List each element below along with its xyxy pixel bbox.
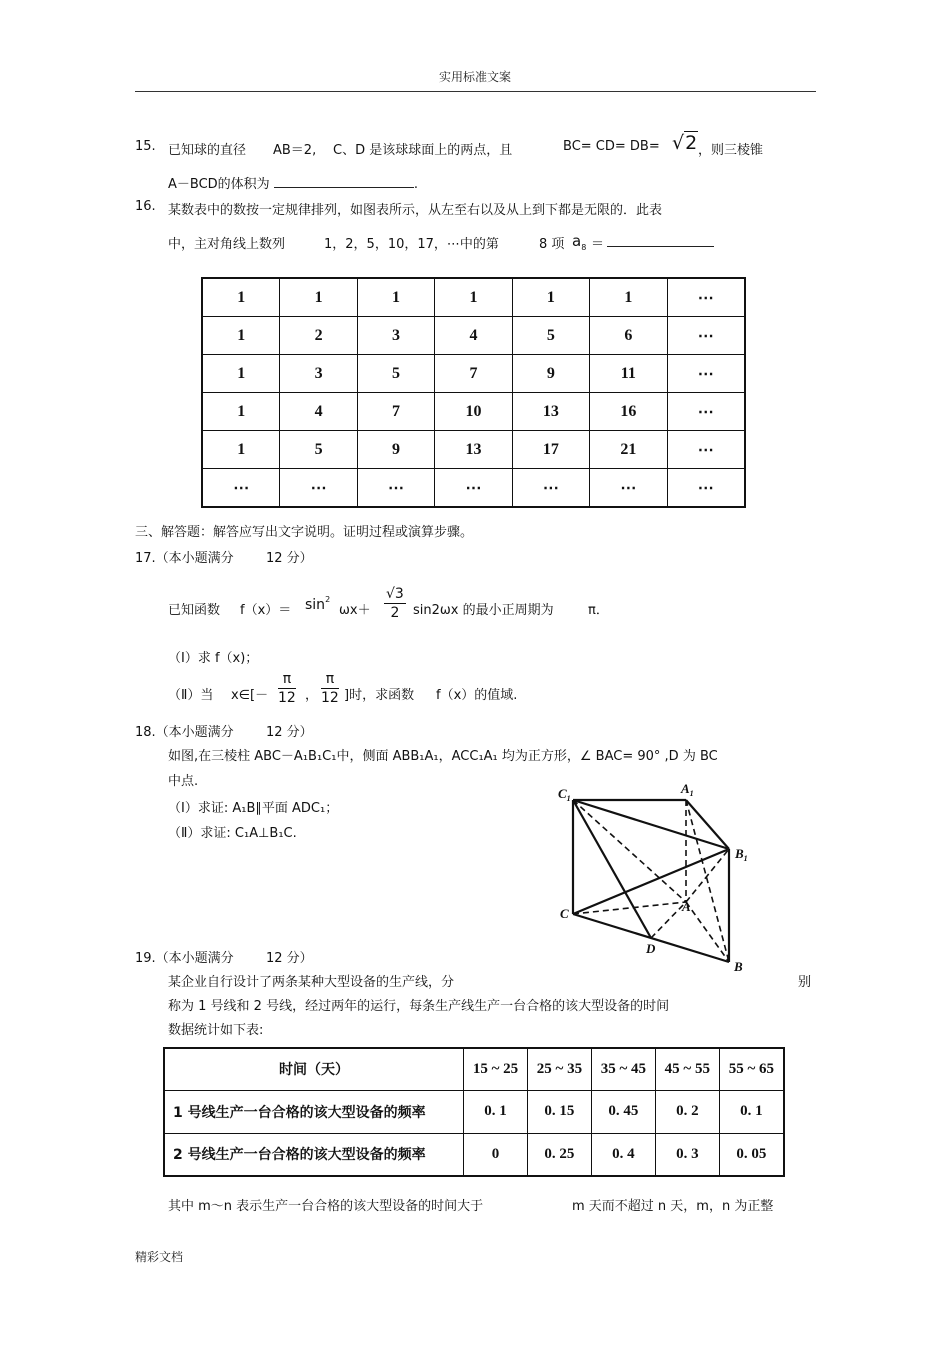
section-title: 三、解答题：解答应写出文字说明。证明过程或演算步骤。 <box>135 525 474 540</box>
number-table-cell: 1 <box>590 278 667 317</box>
label-c: C <box>560 906 569 921</box>
q17-part2-b: x∈[－ <box>231 688 269 703</box>
q16-equals: ＝ <box>591 237 605 252</box>
freq-table-cell: 0. 2 <box>655 1090 719 1133</box>
freq-table-row-label: 2 号线生产一台合格的该大型设备的频率 <box>164 1133 464 1176</box>
freq-table-cell: 0. 45 <box>591 1090 655 1133</box>
q16-line2-a: 中，主对角线上数列 <box>168 237 286 252</box>
q15-sqrt-value: 2 <box>685 132 698 154</box>
number-table-cell: 6 <box>590 317 667 355</box>
number-table-row <box>202 317 745 355</box>
q17-score: 12 分） <box>266 551 313 566</box>
freq-table-header-cell: 45 ~ 55 <box>655 1048 719 1090</box>
q17-part2-c: ， <box>305 688 319 703</box>
number-table-cell: 1 <box>435 278 512 317</box>
number-table-cell: ⋯ <box>357 469 434 508</box>
q17-exp2: 2 <box>325 595 331 604</box>
freq-table-cell: 0. 3 <box>655 1133 719 1176</box>
q19-line1-a: 某企业自行设计了两条某种大型设备的生产线，分 <box>168 975 455 990</box>
number-table-cell: 1 <box>202 317 280 355</box>
q17-sin: sin <box>305 597 326 613</box>
number-table-cell: 1 <box>202 278 280 317</box>
q15-text-b: AB＝2, <box>273 143 317 158</box>
freq-table-row <box>164 1133 784 1176</box>
freq-table-cell: 0. 15 <box>527 1090 591 1133</box>
q17-head: 17.（本小题满分 <box>135 551 234 566</box>
q15-number: 15. <box>135 139 156 154</box>
number-table-cell: 1 <box>280 278 357 317</box>
number-table-cell: ⋯ <box>667 355 745 393</box>
freq-table-header-cell: 25 ~ 35 <box>527 1048 591 1090</box>
q16-line2-b: 1，2，5，10，17，⋯中的第 <box>324 237 499 252</box>
number-table-cell: 5 <box>280 431 357 469</box>
number-table-row <box>202 469 745 508</box>
number-table-cell: 7 <box>357 393 434 431</box>
freq-table-header-cell: 55 ~ 65 <box>719 1048 784 1090</box>
number-table-cell: 21 <box>590 431 667 469</box>
q17-stmt-d: ωx＋ <box>339 603 371 618</box>
number-table-cell: ⋯ <box>667 469 745 508</box>
q15-text-e: ，则三棱锥 <box>698 143 764 158</box>
number-table-cell: ⋯ <box>280 469 357 508</box>
page-footer: 精彩文档 <box>135 1250 184 1264</box>
q17-frac-den: 2 <box>390 605 400 621</box>
freq-table-row-label: 1 号线生产一台合格的该大型设备的频率 <box>164 1090 464 1133</box>
freq-table-cell: 0. 05 <box>719 1133 784 1176</box>
number-table-cell: ⋯ <box>512 469 589 508</box>
q17-stmt-e: sin2ωx 的最小正周期为 <box>413 603 554 618</box>
number-table-cell: ⋯ <box>667 431 745 469</box>
label-a1: $A_1$ <box>681 781 694 798</box>
edge-c1a-dashed <box>573 800 686 902</box>
q19-line1-b: 别 <box>798 975 812 990</box>
q15-answer-blank[interactable] <box>274 175 414 188</box>
q16-line1: 某数表中的数按一定规律排列，如图表所示，从左至右以及从上到下都是无限的．此表 <box>168 203 663 218</box>
number-table-cell: 3 <box>357 317 434 355</box>
number-table-cell: 9 <box>512 355 589 393</box>
q17-fraction <box>384 585 406 622</box>
prism-figure <box>548 778 768 978</box>
q15-text-d: BC= CD= DB= <box>563 139 660 154</box>
freq-table-row <box>164 1090 784 1133</box>
q17-stmt-f: π． <box>588 603 609 618</box>
number-table-cell: 13 <box>435 431 512 469</box>
q16-answer-blank[interactable] <box>607 246 714 247</box>
freq-table-header-cell: 15 ~ 25 <box>464 1048 528 1090</box>
edge-ab-dashed <box>686 902 729 962</box>
q18-part2: （Ⅱ）求证: C₁A⊥B₁C. <box>168 826 297 841</box>
number-table-cell: 1 <box>202 431 280 469</box>
q19-last-a: 其中 m～n 表示生产一台合格的该大型设备的时间大于 <box>168 1199 484 1214</box>
q17-stmt-a: 已知函数 <box>168 603 221 618</box>
q15-sqrt: √2 <box>672 132 698 154</box>
number-table-cell: 5 <box>357 355 434 393</box>
number-table-cell: 16 <box>590 393 667 431</box>
q17-stmt-b: f（x）＝ <box>240 603 292 618</box>
q17-p2-frac1-den: 12 <box>278 690 296 706</box>
edge-da-dashed <box>651 902 686 938</box>
q15-text-c: C、D 是该球球面上的两点，且 <box>333 143 513 158</box>
freq-table-header-cell: 35 ~ 45 <box>591 1048 655 1090</box>
q17-p2-frac1-num: π <box>278 670 296 689</box>
q17-part2-e: f（x）的值域. <box>436 688 518 703</box>
number-table-cell: 2 <box>280 317 357 355</box>
number-table-cell: ⋯ <box>435 469 512 508</box>
freq-table-header-label: 时间（天） <box>164 1048 464 1090</box>
number-table-cell: 1 <box>202 355 280 393</box>
q16-number-table <box>201 277 746 508</box>
number-table-cell: 11 <box>590 355 667 393</box>
page-header: 实用标准文案 <box>438 70 511 84</box>
q15-text-a: 已知球的直径 <box>168 143 247 158</box>
q18-line1: 如图,在三棱柱 ABC－A₁B₁C₁中，侧面 ABB₁A₁，ACC₁A₁ 均为正方形，∠ BAC= 90° ,D 为 BC <box>168 749 718 764</box>
number-table-cell: ⋯ <box>590 469 667 508</box>
number-table-cell: 13 <box>512 393 589 431</box>
q16-line2-c: 8 项 <box>539 237 565 252</box>
q16-a8-sub: 8 <box>581 243 587 252</box>
q16-a8-letter: a <box>572 232 582 250</box>
number-table-cell: 1 <box>512 278 589 317</box>
q17-frac-num: √3 <box>386 586 404 602</box>
number-table-cell: ⋯ <box>202 469 280 508</box>
q17-part2-d: ]时，求函数 <box>344 688 415 703</box>
label-b1: $B_1$ <box>735 846 748 863</box>
freq-table-header-row <box>164 1048 784 1090</box>
label-b: B <box>734 959 743 974</box>
number-table-cell: 9 <box>357 431 434 469</box>
q17-sin2 <box>305 597 330 613</box>
freq-table-cell: 0. 1 <box>464 1090 528 1133</box>
q15-line2-end: . <box>413 177 418 192</box>
q18-line2: 中点. <box>168 774 199 789</box>
freq-table-cell: 0. 4 <box>591 1133 655 1176</box>
q18-score: 12 分） <box>266 725 313 740</box>
q15-line2 <box>168 173 418 192</box>
number-table-cell: 3 <box>280 355 357 393</box>
number-table-cell: 4 <box>435 317 512 355</box>
number-table-cell: 1 <box>357 278 434 317</box>
q19-line3: 数据统计如下表: <box>168 1023 264 1038</box>
number-table-cell: 7 <box>435 355 512 393</box>
q17-p2-frac2-num: π <box>321 670 339 689</box>
number-table-cell: 5 <box>512 317 589 355</box>
freq-table-cell: 0. 25 <box>527 1133 591 1176</box>
q16-a8 <box>572 232 586 250</box>
header-divider <box>135 91 816 92</box>
q17-part2-a: （Ⅱ）当 <box>168 688 214 703</box>
number-table-cell: 17 <box>512 431 589 469</box>
q17-part2-frac2 <box>321 670 339 707</box>
number-table-cell: 10 <box>435 393 512 431</box>
number-table-row <box>202 355 745 393</box>
q17-part2-frac1 <box>278 670 296 707</box>
q15-line2-text: A－BCD的体积为 <box>168 177 270 192</box>
number-table-cell: ⋯ <box>667 393 745 431</box>
q19-score: 12 分） <box>266 951 313 966</box>
q17-part1: （Ⅰ）求 f（x)； <box>168 651 259 666</box>
number-table-cell: ⋯ <box>667 278 745 317</box>
q19-line2: 称为 1 号线和 2 号线，经过两年的运行，每条生产线生产一台合格的该大型设备的时间 <box>168 999 670 1014</box>
q18-part1: （Ⅰ）求证: A₁B∥平面 ADC₁； <box>168 801 339 816</box>
number-table-row <box>202 431 745 469</box>
number-table-row <box>202 393 745 431</box>
number-table-cell: 1 <box>202 393 280 431</box>
q19-head: 19.（本小题满分 <box>135 951 234 966</box>
q19-frequency-table <box>163 1047 785 1177</box>
number-table-row <box>202 278 745 317</box>
number-table-cell: ⋯ <box>667 317 745 355</box>
q17-p2-frac2-den: 12 <box>321 690 339 706</box>
freq-table-cell: 0 <box>464 1133 528 1176</box>
label-d: D <box>646 941 656 956</box>
label-a: A <box>682 899 691 914</box>
edge-cb1 <box>573 849 729 914</box>
freq-table-cell: 0. 1 <box>719 1090 784 1133</box>
q16-number: 16. <box>135 199 156 214</box>
q18-head: 18.（本小题满分 <box>135 725 234 740</box>
number-table-cell: 4 <box>280 393 357 431</box>
label-c1: $C_1$ <box>558 786 571 803</box>
q19-last-b: m 天而不超过 n 天，m，n 为正整 <box>572 1199 774 1214</box>
